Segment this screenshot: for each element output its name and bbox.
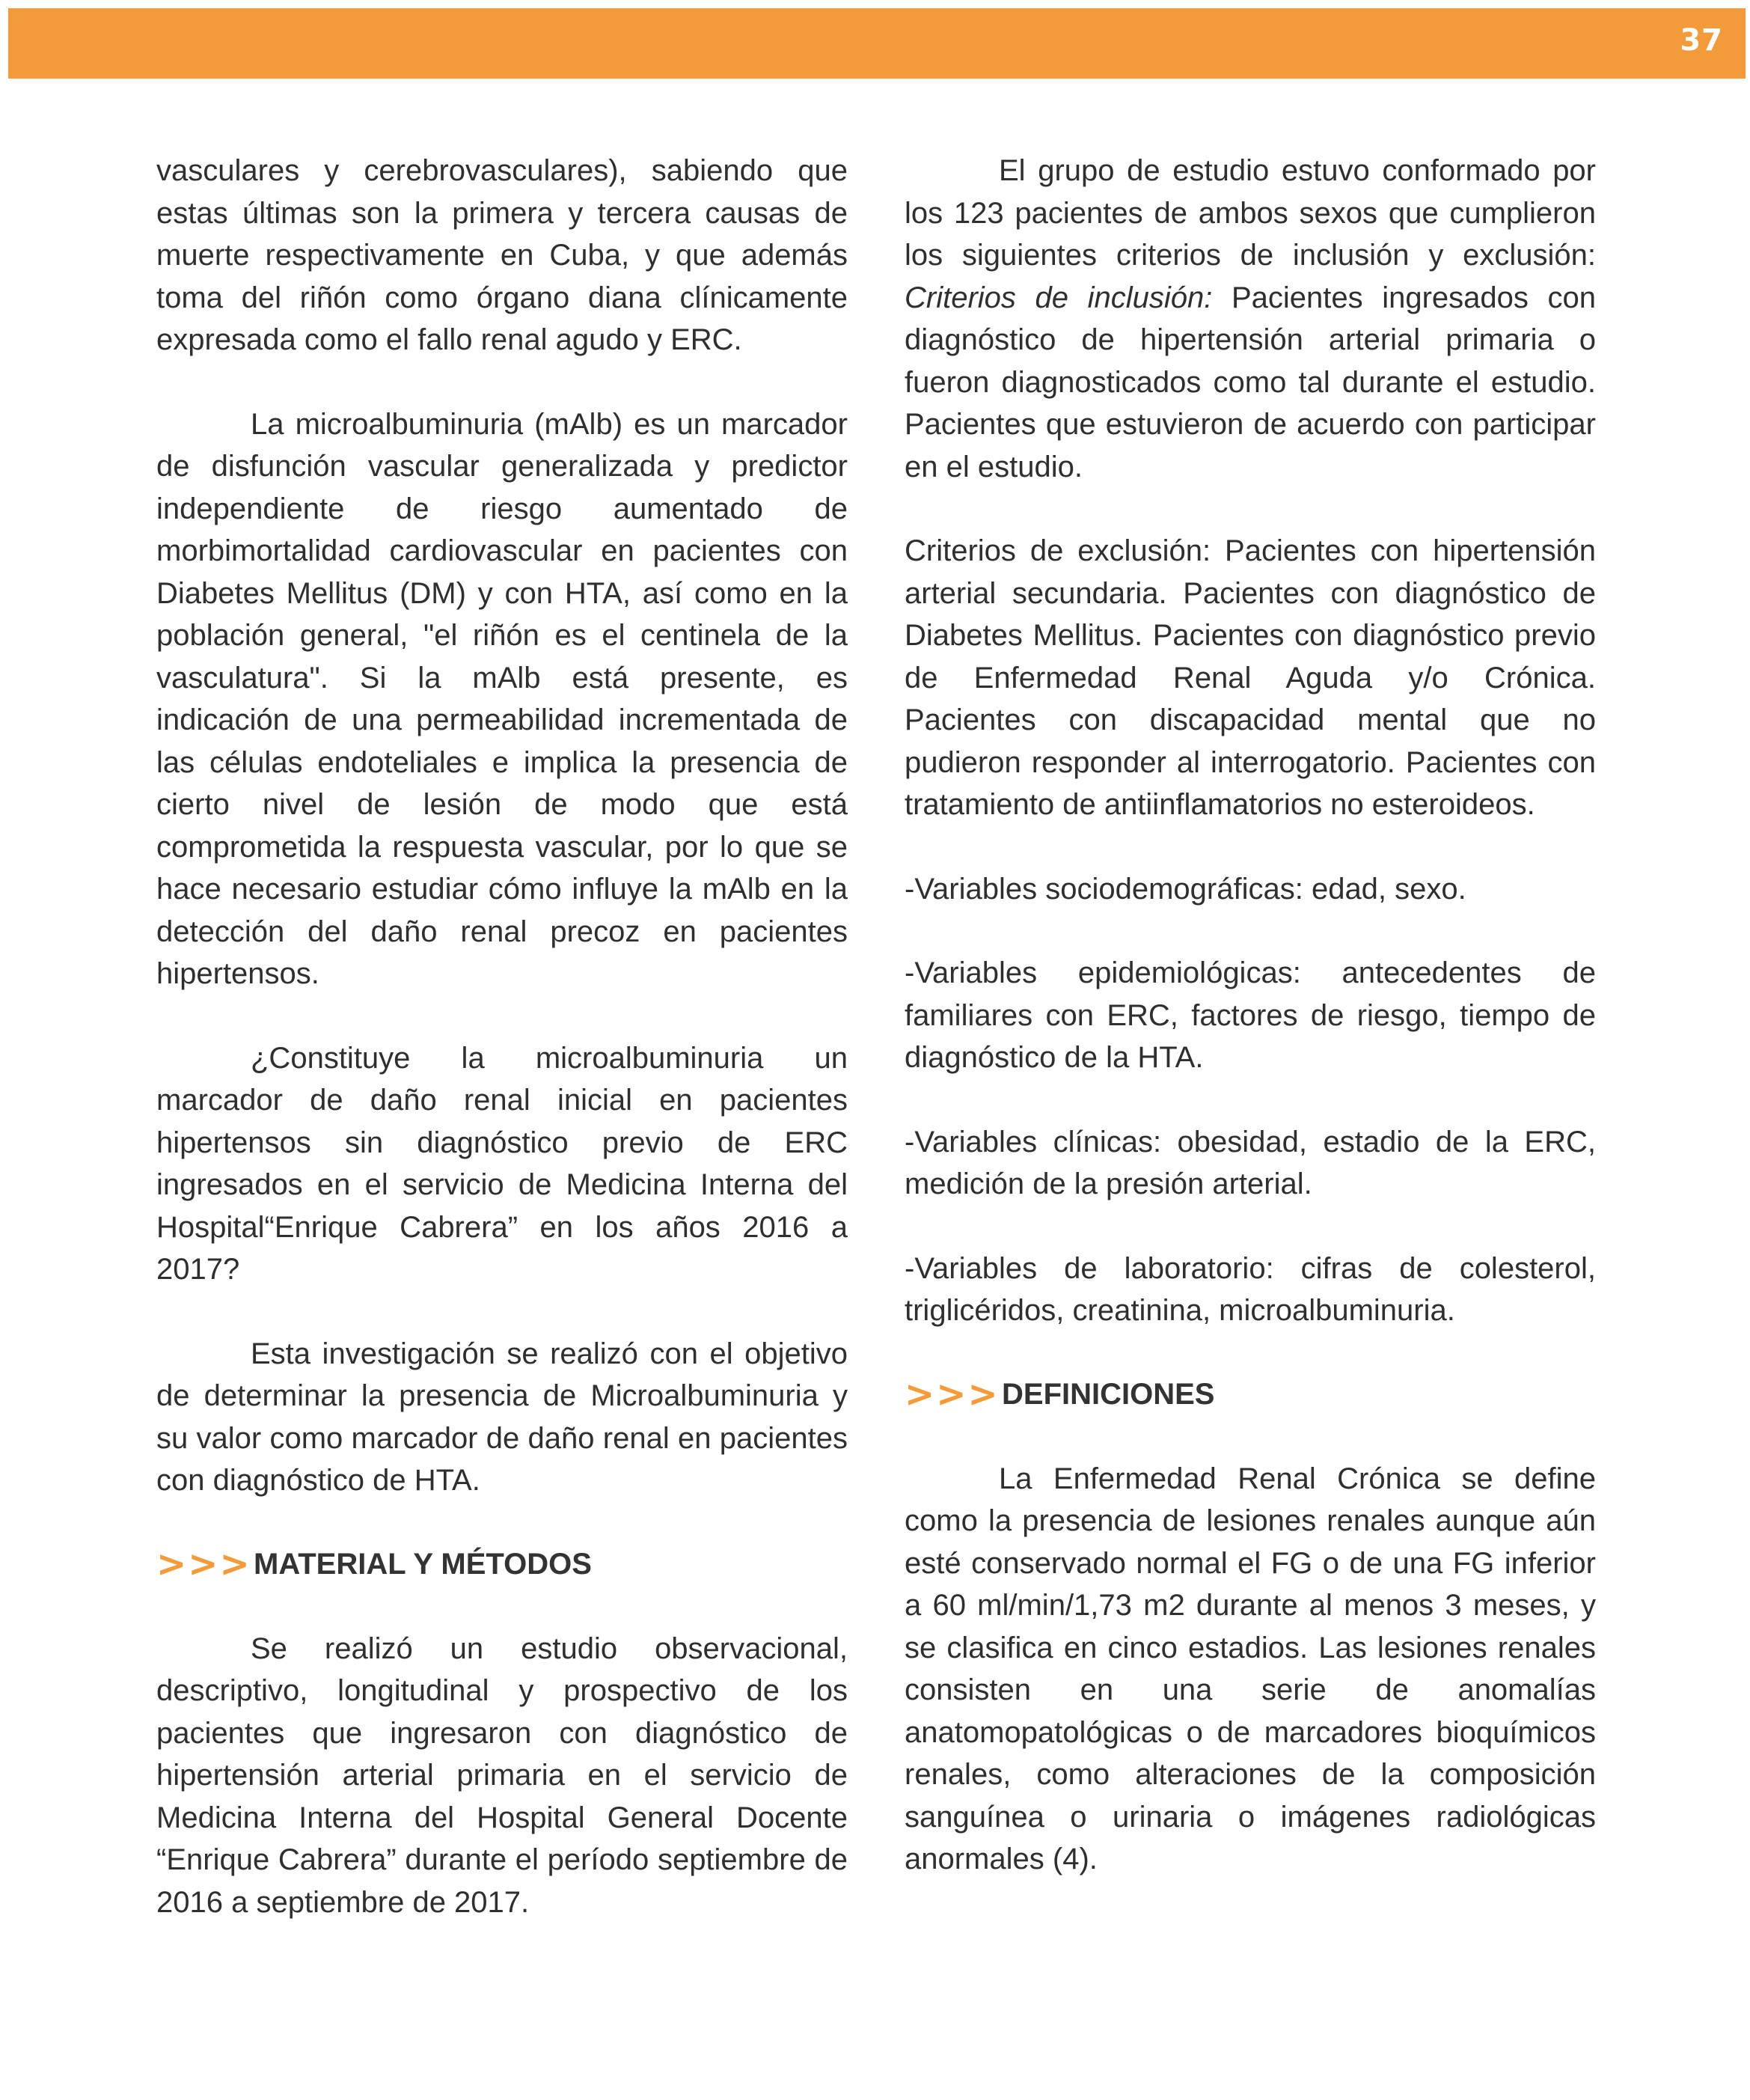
section-heading-definiciones [905,1374,1596,1416]
section-arrows-icon: >>> [905,1373,1000,1416]
paragraph [905,150,1596,488]
paragraph: ¿Constituye la microalbuminuria un marcador de daño renal inicial en pacientes hipertensos sin diagnóstico previo de ERC ingresados en el servicio de Medicina Interna del Hospital“Enrique Cabrera” en los años 2016 a 2017? [156,1041,848,1286]
paragraph: -Variables de laboratorio: cifras de colesterol, triglicéridos, creatinina, microalbuminuria. [905,1251,1596,1327]
section-title: MATERIAL Y MÉTODOS [254,1548,592,1581]
paragraph: Se realizó un estudio observacional, descriptivo, longitudinal y prospectivo de los pacientes que ingresaron con diagnóstico de hipertensión arterial primaria en el servicio de Medicina Interna del Hospital General Docente “Enrique Cabrera” durante el período septiembre de 2016 a septiembre de 2017. [156,1632,848,1919]
paragraph: -Variables clínicas: obesidad, estadio de la ERC, medición de la presión arterial. [905,1125,1596,1200]
paragraph: Criterios de exclusión: Pacientes con hipertensión arterial secundaria. Pacientes con diagnóstico de Diabetes Mellitus. Pacientes con diagnóstico previo de Enfermedad Renal Aguda y/o Crónica. Pacientes con discapacidad mental que no pudieron responder al interrogatorio. Pacientes con tratamiento de antiinflamatorios no esteroideos. [905,534,1596,821]
page-number: 37 [1680,23,1723,58]
section-arrows-icon: >>> [156,1543,251,1586]
paragraph: Esta investigación se realizó con el objetivo de determinar la presencia de Microalbuminuria y su valor como marcador de daño renal en pacientes con diagnóstico de HTA. [156,1337,848,1497]
paragraph: La Enfermedad Renal Crónica se define como la presencia de lesiones renales aunque aún esté conservado normal el FG o de una FG inferior a 60 ml/min/1,73 m2 durante al menos 3 meses, y se clasifica en cinco estadios. Las lesiones renales consisten en una serie de anomalías anatomopatológicas o de marcadores bioquímicos renales, como alteraciones de la composición sanguínea o urinaria o imágenes radiológicas anormales (4). [905,1462,1596,1875]
left-column [156,150,848,1965]
paragraph: vasculares y cerebrovasculares), sabiendo que estas últimas son la primera y tercera causas de muerte respectivamente en Cuba, y que además toma del riñón como órgano diana clínicamente expresada como el fallo renal agudo y ERC. [156,154,848,356]
right-column [905,150,1596,1923]
section-title: DEFINICIONES [1002,1378,1215,1411]
italic-label: Criterios de inclusión: [905,281,1213,314]
section-heading-material-metodos [156,1544,848,1586]
paragraph: -Variables sociodemográficas: edad, sexo. [905,872,1466,906]
page-header-band [8,8,1746,79]
paragraph: La microalbuminuria (mAlb) es un marcador de disfunción vascular generalizada y predictor independiente de riesgo aumentado de morbimortalidad cardiovascular en pacientes con Diabetes Mellitus (DM) y con HTA, así como en la población general, "el riñón es el centinela de la vasculatura". Si la mAlb está presente, es indicación de una permeabilidad incrementada de las células endoteliales e implica la presencia de cierto nivel de lesión de modo que está comprometida la respuesta vascular, por lo que se hace necesario estudiar cómo influye la mAlb en la detección del daño renal precoz en pacientes hipertensos. [156,407,848,990]
paragraph-text: Pacientes ingresados con diagnóstico de hipertensión arterial primaria o fueron diagnosticados como tal durante el estudio. Pacientes que estuvieron de acuerdo con participar en el estudio. [905,281,1596,483]
paragraph-text: El grupo de estudio estuvo conformado por los 123 pacientes de ambos sexos que cumplieron los siguientes criterios de inclusión y exclusión: [905,154,1596,272]
paragraph: -Variables epidemiológicas: antecedentes de familiares con ERC, factores de riesgo, tiempo de diagnóstico de la HTA. [905,956,1596,1074]
